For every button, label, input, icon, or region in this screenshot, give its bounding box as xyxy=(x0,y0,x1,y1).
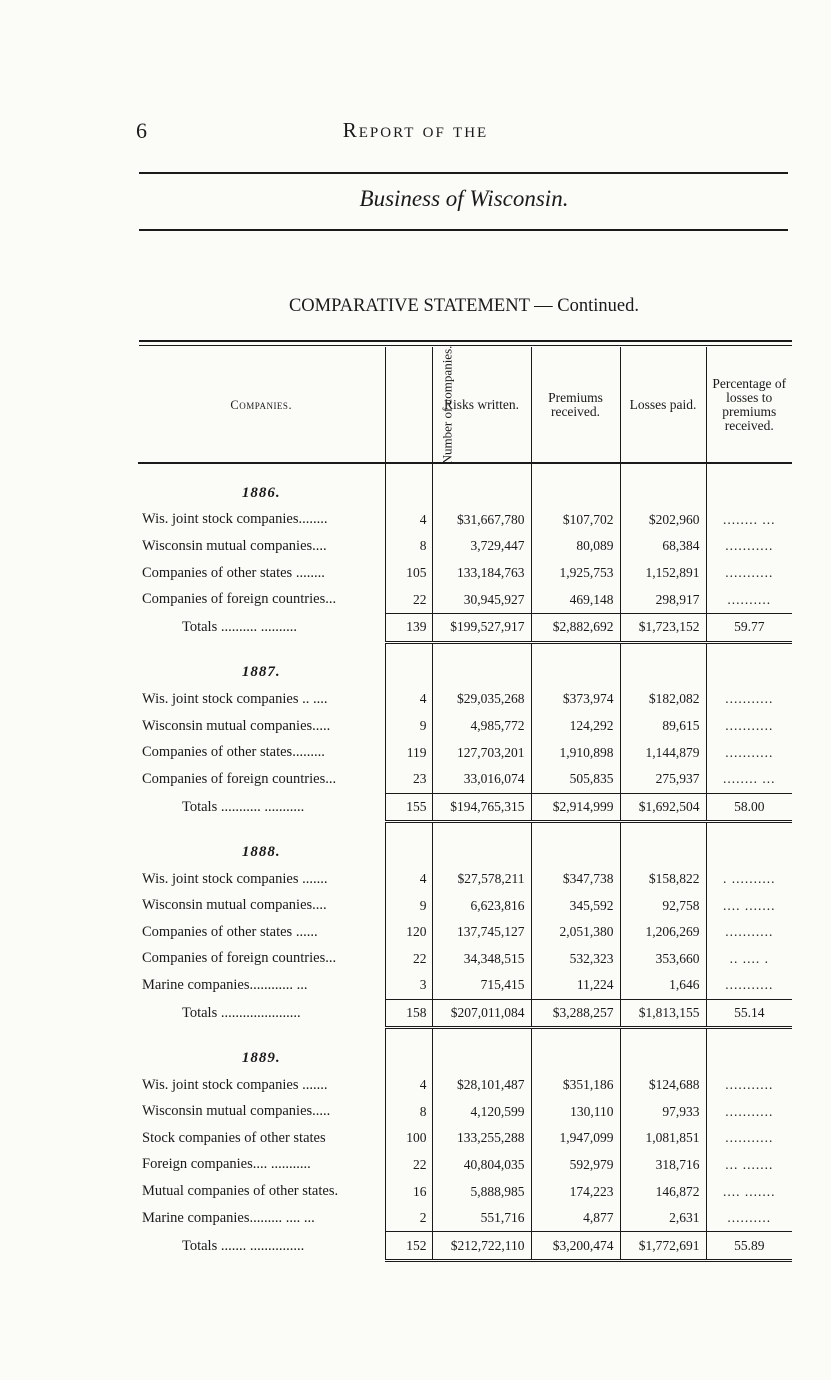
totals-count: 158 xyxy=(385,999,432,1028)
spacer-cell xyxy=(138,642,385,656)
comparative-statement-table xyxy=(138,347,792,1262)
company-count: 4 xyxy=(385,686,432,713)
losses-paid: 97,933 xyxy=(620,1098,706,1125)
table-row xyxy=(138,1072,792,1099)
premiums-received: $351,186 xyxy=(531,1072,620,1099)
company-count: 100 xyxy=(385,1125,432,1152)
losses-paid: 318,716 xyxy=(620,1152,706,1179)
company-count: 4 xyxy=(385,866,432,893)
table-row xyxy=(138,533,792,560)
totals-count: 155 xyxy=(385,793,432,822)
empty-cell xyxy=(531,656,620,687)
spacer-cell xyxy=(620,463,706,476)
company-name: Foreign companies.... ........... xyxy=(142,1156,311,1173)
year-heading: 1889. xyxy=(241,1050,281,1067)
risks-written: 715,415 xyxy=(432,972,531,999)
totals-losses: $1,692,504 xyxy=(620,793,706,822)
header-number xyxy=(385,345,454,464)
spacer-cell xyxy=(138,463,385,476)
loss-percentage: ........... xyxy=(706,713,792,740)
loss-percentage: ........... xyxy=(706,1072,792,1099)
company-count: 8 xyxy=(385,1098,432,1125)
premiums-received: $107,702 xyxy=(531,507,620,534)
year-heading: 1887. xyxy=(241,664,281,681)
company-count: 9 xyxy=(385,892,432,919)
spacer-cell xyxy=(620,1028,706,1042)
spacer-cell xyxy=(531,1028,620,1042)
empty-cell xyxy=(531,1041,620,1072)
risks-written: $27,578,211 xyxy=(432,866,531,893)
company-name: Stock companies of other states xyxy=(142,1129,326,1146)
losses-paid: 1,081,851 xyxy=(620,1125,706,1152)
spacer-cell xyxy=(620,822,706,836)
totals-losses: $1,813,155 xyxy=(620,999,706,1028)
table-row xyxy=(138,739,792,766)
losses-paid: 298,917 xyxy=(620,586,706,613)
empty-cell xyxy=(706,835,792,866)
year-spacer xyxy=(138,1028,792,1042)
loss-percentage: ........ ... xyxy=(706,766,792,793)
loss-percentage: ........... xyxy=(706,686,792,713)
company-name: Companies of foreign countries... xyxy=(142,950,337,967)
table-row xyxy=(138,919,792,946)
company-count: 22 xyxy=(385,946,432,973)
year-heading-row xyxy=(138,476,792,507)
table-row xyxy=(138,866,792,893)
year-spacer xyxy=(138,642,792,656)
premiums-received: 2,051,380 xyxy=(531,919,620,946)
company-count: 16 xyxy=(385,1178,432,1205)
spacer-cell xyxy=(385,822,432,836)
premiums-received: $347,738 xyxy=(531,866,620,893)
premiums-received: $373,974 xyxy=(531,686,620,713)
table-row xyxy=(138,1152,792,1179)
risks-written: 133,184,763 xyxy=(432,560,531,587)
empty-cell xyxy=(432,476,531,507)
loss-percentage: . .......... xyxy=(706,866,792,893)
year-heading: 1888. xyxy=(241,843,281,860)
premiums-received: 124,292 xyxy=(531,713,620,740)
company-name: Wis. joint stock companies ....... xyxy=(142,1076,328,1093)
empty-cell xyxy=(432,1041,531,1072)
empty-cell xyxy=(706,476,792,507)
risks-written: 3,729,447 xyxy=(432,533,531,560)
losses-paid: 353,660 xyxy=(620,946,706,973)
spacer-cell xyxy=(385,642,432,656)
spacer-cell xyxy=(138,1028,385,1042)
company-name: Wisconsin mutual companies..... xyxy=(142,1103,331,1120)
empty-cell xyxy=(620,476,706,507)
losses-paid: 1,152,891 xyxy=(620,560,706,587)
losses-paid: 2,631 xyxy=(620,1205,706,1232)
empty-cell xyxy=(620,656,706,687)
risks-written: 30,945,927 xyxy=(432,586,531,613)
premiums-received: 1,910,898 xyxy=(531,739,620,766)
empty-cell xyxy=(620,835,706,866)
year-heading-row xyxy=(138,835,792,866)
statement-title: COMPARATIVE STATEMENT — Continued. xyxy=(288,296,640,316)
losses-paid: 68,384 xyxy=(620,533,706,560)
page-number: 6 xyxy=(136,118,147,143)
empty-cell xyxy=(385,835,432,866)
table-top-rule-2 xyxy=(139,345,792,346)
totals-label: Totals ........... ........... xyxy=(182,798,305,815)
losses-paid: 1,206,269 xyxy=(620,919,706,946)
premiums-received: 345,592 xyxy=(531,892,620,919)
loss-percentage: .. .... . xyxy=(706,946,792,973)
company-count: 22 xyxy=(385,1152,432,1179)
totals-risks: $207,011,084 xyxy=(432,999,531,1028)
company-count: 105 xyxy=(385,560,432,587)
premiums-received: 469,148 xyxy=(531,586,620,613)
losses-paid: 1,144,879 xyxy=(620,739,706,766)
totals-losses: $1,772,691 xyxy=(620,1232,706,1261)
loss-percentage: ........... xyxy=(706,972,792,999)
losses-paid: 92,758 xyxy=(620,892,706,919)
totals-risks: $194,765,315 xyxy=(432,793,531,822)
table-row xyxy=(138,892,792,919)
loss-percentage: ........... xyxy=(706,533,792,560)
totals-losses: $1,723,152 xyxy=(620,613,706,642)
totals-label: Totals ....... ............... xyxy=(182,1237,305,1254)
running-head-text: Report of the xyxy=(342,118,489,142)
year-spacer xyxy=(138,463,792,476)
spacer-cell xyxy=(531,822,620,836)
company-name: Marine companies............ ... xyxy=(142,977,308,994)
premiums-received: 592,979 xyxy=(531,1152,620,1179)
company-count: 119 xyxy=(385,739,432,766)
risks-written: $28,101,487 xyxy=(432,1072,531,1099)
loss-percentage: ........ ... xyxy=(706,507,792,534)
header-premiums: Premiums received. xyxy=(531,347,620,463)
table-row xyxy=(138,560,792,587)
company-count: 3 xyxy=(385,972,432,999)
company-name: Companies of other states......... xyxy=(142,744,325,761)
company-count: 120 xyxy=(385,919,432,946)
totals-percentage: 55.14 xyxy=(706,999,792,1028)
risks-written: 34,348,515 xyxy=(432,946,531,973)
year-heading-row xyxy=(138,1041,792,1072)
spacer-cell xyxy=(432,822,531,836)
premiums-received: 130,110 xyxy=(531,1098,620,1125)
table-top-rule-1 xyxy=(139,340,792,342)
totals-count: 152 xyxy=(385,1232,432,1261)
company-count: 8 xyxy=(385,533,432,560)
company-name: Companies of foreign countries... xyxy=(142,770,337,787)
loss-percentage: .... ....... xyxy=(706,1178,792,1205)
loss-percentage: .......... xyxy=(706,586,792,613)
empty-cell xyxy=(385,656,432,687)
table-row xyxy=(138,1098,792,1125)
premiums-received: 80,089 xyxy=(531,533,620,560)
spacer-cell xyxy=(706,1028,792,1042)
premiums-received: 505,835 xyxy=(531,766,620,793)
premiums-received: 4,877 xyxy=(531,1205,620,1232)
losses-paid: 89,615 xyxy=(620,713,706,740)
header-number-label: Number of companies. xyxy=(438,345,454,464)
company-name: Wisconsin mutual companies..... xyxy=(142,717,331,734)
totals-label: Totals .......... .......... xyxy=(182,619,297,636)
premiums-received: 174,223 xyxy=(531,1178,620,1205)
header-rule-bottom xyxy=(139,229,788,231)
empty-cell xyxy=(385,1041,432,1072)
company-count: 9 xyxy=(385,713,432,740)
table-row xyxy=(138,1178,792,1205)
totals-row xyxy=(138,793,792,822)
table-row xyxy=(138,1205,792,1232)
company-name: Marine companies......... .... ... xyxy=(142,1209,315,1226)
totals-row xyxy=(138,999,792,1028)
empty-cell xyxy=(531,476,620,507)
loss-percentage: ........... xyxy=(706,919,792,946)
spacer-cell xyxy=(432,642,531,656)
risks-written: 5,888,985 xyxy=(432,1178,531,1205)
totals-label: Totals ...................... xyxy=(182,1004,301,1021)
empty-cell xyxy=(531,835,620,866)
risks-written: 4,985,772 xyxy=(432,713,531,740)
spacer-cell xyxy=(432,463,531,476)
company-name: Wis. joint stock companies .. .... xyxy=(142,690,328,707)
header-losses: Losses paid. xyxy=(620,347,706,463)
table-row xyxy=(138,766,792,793)
risks-written: 137,745,127 xyxy=(432,919,531,946)
spacer-cell xyxy=(706,642,792,656)
loss-percentage: ........... xyxy=(706,1098,792,1125)
spacer-cell xyxy=(706,822,792,836)
company-name: Companies of foreign countries... xyxy=(142,591,337,608)
totals-risks: $212,722,110 xyxy=(432,1232,531,1261)
year-heading: 1886. xyxy=(241,484,281,501)
empty-cell xyxy=(432,656,531,687)
risks-written: $31,667,780 xyxy=(432,507,531,534)
premiums-received: 532,323 xyxy=(531,946,620,973)
empty-cell xyxy=(706,1041,792,1072)
year-spacer xyxy=(138,822,792,836)
totals-premiums: $2,882,692 xyxy=(531,613,620,642)
company-name: Wis. joint stock companies ....... xyxy=(142,870,328,887)
table-row xyxy=(138,946,792,973)
empty-cell xyxy=(432,835,531,866)
company-name: Companies of other states ........ xyxy=(142,564,325,581)
header-percentage: Percentage of losses to premiums received. xyxy=(706,347,792,463)
table-row xyxy=(138,1125,792,1152)
losses-paid: $182,082 xyxy=(620,686,706,713)
totals-percentage: 55.89 xyxy=(706,1232,792,1261)
company-name: Wisconsin mutual companies.... xyxy=(142,897,327,914)
totals-premiums: $2,914,999 xyxy=(531,793,620,822)
totals-premiums: $3,288,257 xyxy=(531,999,620,1028)
losses-paid: $158,822 xyxy=(620,866,706,893)
company-name: Wisconsin mutual companies.... xyxy=(142,537,327,554)
spacer-cell xyxy=(620,642,706,656)
premiums-received: 1,925,753 xyxy=(531,560,620,587)
loss-percentage: .......... xyxy=(706,1205,792,1232)
empty-cell xyxy=(620,1041,706,1072)
totals-risks: $199,527,917 xyxy=(432,613,531,642)
header-companies: Companies. xyxy=(138,347,385,463)
losses-paid: 146,872 xyxy=(620,1178,706,1205)
spacer-cell xyxy=(706,463,792,476)
company-count: 22 xyxy=(385,586,432,613)
totals-percentage: 58.00 xyxy=(706,793,792,822)
spacer-cell xyxy=(385,1028,432,1042)
totals-count: 139 xyxy=(385,613,432,642)
table-body xyxy=(138,463,792,1261)
spacer-cell xyxy=(385,463,432,476)
company-count: 23 xyxy=(385,766,432,793)
loss-percentage: ........... xyxy=(706,739,792,766)
risks-written: 127,703,201 xyxy=(432,739,531,766)
spacer-cell xyxy=(531,463,620,476)
company-name: Companies of other states ...... xyxy=(142,923,318,940)
premiums-received: 11,224 xyxy=(531,972,620,999)
risks-written: 33,016,074 xyxy=(432,766,531,793)
header-rule-top xyxy=(139,172,788,174)
company-count: 4 xyxy=(385,507,432,534)
section-title: Business of Wisconsin. xyxy=(359,186,569,211)
premiums-received: 1,947,099 xyxy=(531,1125,620,1152)
table-row xyxy=(138,713,792,740)
losses-paid: 1,646 xyxy=(620,972,706,999)
risks-written: 6,623,816 xyxy=(432,892,531,919)
spacer-cell xyxy=(432,1028,531,1042)
table-row xyxy=(138,507,792,534)
empty-cell xyxy=(706,656,792,687)
losses-paid: $124,688 xyxy=(620,1072,706,1099)
running-head xyxy=(0,118,831,143)
risks-written: 551,716 xyxy=(432,1205,531,1232)
company-name: Mutual companies of other states. xyxy=(142,1183,339,1200)
risks-written: 133,255,288 xyxy=(432,1125,531,1152)
totals-row xyxy=(138,1232,792,1261)
company-count: 2 xyxy=(385,1205,432,1232)
loss-percentage: .... ....... xyxy=(706,892,792,919)
totals-row xyxy=(138,613,792,642)
year-heading-row xyxy=(138,656,792,687)
risks-written: 40,804,035 xyxy=(432,1152,531,1179)
empty-cell xyxy=(385,476,432,507)
risks-written: $29,035,268 xyxy=(432,686,531,713)
table-header-row xyxy=(138,347,792,463)
loss-percentage: ........... xyxy=(706,560,792,587)
losses-paid: 275,937 xyxy=(620,766,706,793)
header-risks: Risks written. xyxy=(432,347,531,463)
company-name: Wis. joint stock companies........ xyxy=(142,511,328,528)
risks-written: 4,120,599 xyxy=(432,1098,531,1125)
totals-percentage: 59.77 xyxy=(706,613,792,642)
loss-percentage: ........... xyxy=(706,1125,792,1152)
company-count: 4 xyxy=(385,1072,432,1099)
spacer-cell xyxy=(138,822,385,836)
table-row xyxy=(138,972,792,999)
losses-paid: $202,960 xyxy=(620,507,706,534)
table-row xyxy=(138,586,792,613)
table-row xyxy=(138,686,792,713)
spacer-cell xyxy=(531,642,620,656)
totals-premiums: $3,200,474 xyxy=(531,1232,620,1261)
loss-percentage: ... ....... xyxy=(706,1152,792,1179)
